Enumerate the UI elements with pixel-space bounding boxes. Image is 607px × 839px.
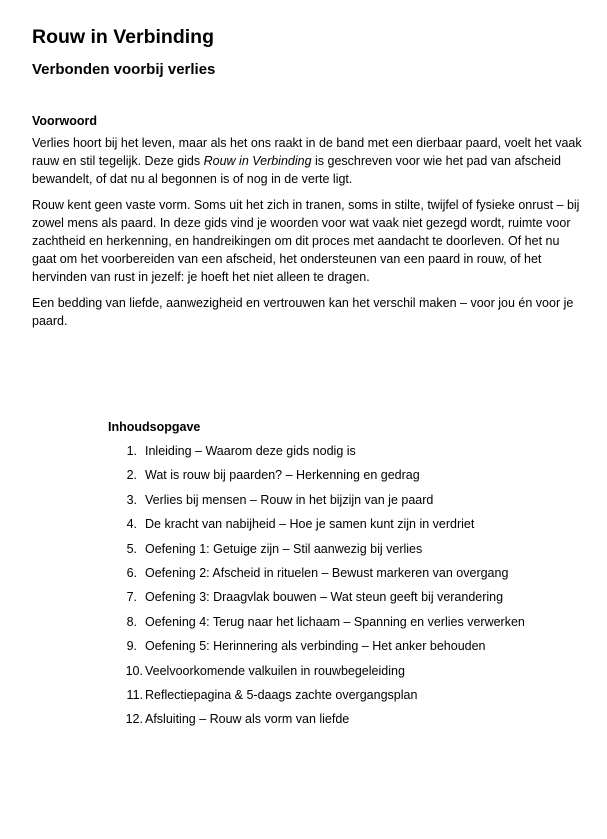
toc-item-label: Verlies bij mensen – Rouw in het bijzijn van je paard xyxy=(145,492,434,507)
toc-item xyxy=(108,541,525,565)
toc-item-number: 1. xyxy=(126,444,137,458)
foreword-body xyxy=(32,134,587,338)
toc-heading: Inhoudsopgave xyxy=(108,420,201,434)
toc-item-label: Veelvoorkomende valkuilen in rouwbegeleiding xyxy=(145,663,405,678)
toc-item xyxy=(108,711,525,735)
toc-item-label: Oefening 2: Afscheid in rituelen – Bewust markeren van overgang xyxy=(145,565,509,580)
toc-item-label: Wat is rouw bij paarden? – Herkenning en gedrag xyxy=(145,468,420,483)
toc-item-label: Oefening 3: Draagvlak bouwen – Wat steun geeft bij verandering xyxy=(145,590,504,605)
text: is geschreven voor wie het pad van afscheid bewandelt, of dat nu al begonnen is of nog in de verte ligt. xyxy=(32,154,561,186)
toc-item xyxy=(108,614,525,638)
toc-item-number: 8. xyxy=(126,614,137,629)
toc-item-number: 9. xyxy=(126,639,137,654)
toc-item-number: 4. xyxy=(126,517,137,532)
foreword-paragraph-3: Een bedding van liefde, aanwezigheid en vertrouwen kan het verschil maken – voor jou én voor je paard. xyxy=(32,296,574,328)
toc-item-label: Inleiding – Waarom deze gids nodig is xyxy=(145,444,356,458)
foreword-heading: Voorwoord xyxy=(32,114,98,128)
foreword-paragraph-2: Rouw kent geen vaste vorm. Soms uit het zich in tranen, soms in stilte, twijfel of fysieke onrust – bij zowel mens als paard. In deze gids vind je woorden voor wat vaak niet gezegd wordt, ruimte voor zachtheid en herkenning, en handreikingen om dit proces met aandacht te doorleven. Of het nu gaat om het voorbereiden van een afscheid, het ondersteunen van een paard in rouw, of het hervinden van rust in jezelf: je hoeft het niet alleen te dragen. xyxy=(32,198,580,284)
guide-title-italic: Rouw in Verbinding xyxy=(203,154,312,168)
foreword-paragraph-1 xyxy=(32,134,587,188)
toc-item-number: 5. xyxy=(126,541,137,556)
document-title: Rouw in Verbinding xyxy=(32,26,214,48)
toc-item xyxy=(108,589,525,613)
toc-item-number: 3. xyxy=(126,492,137,507)
toc-item-label: Oefening 4: Terug naar het lichaam – Spanning en verlies verwerken xyxy=(145,614,525,629)
toc-item-label: Oefening 1: Getuige zijn – Stil aanwezig bij verlies xyxy=(145,541,423,556)
toc-item xyxy=(108,687,525,711)
document-subtitle: Verbonden voorbij verlies xyxy=(32,61,216,78)
toc-item xyxy=(108,663,525,687)
toc-item xyxy=(108,492,525,516)
toc-item-number: 6. xyxy=(126,565,137,580)
toc-item-label: De kracht van nabijheid – Hoe je samen kunt zijn in verdriet xyxy=(145,517,475,532)
toc-item-number: 2. xyxy=(126,468,137,483)
toc-item-label: Reflectiepagina & 5-daags zachte overgangsplan xyxy=(145,687,418,702)
toc-item xyxy=(108,516,525,540)
toc-item xyxy=(108,443,525,467)
toc-item-number: 7. xyxy=(126,590,137,605)
toc-item xyxy=(108,467,525,491)
text: Verlies hoort bij het leven, maar als het ons raakt in de band met een dierbaar paard, voelt het vaak rauw en stil tegelijk. Deze gids xyxy=(32,136,582,168)
toc-item-number: 11. xyxy=(126,687,143,702)
table-of-contents xyxy=(108,443,525,736)
toc-item-number: 10. xyxy=(125,663,143,678)
toc-item xyxy=(108,638,525,662)
toc-item-number: 12. xyxy=(125,712,143,727)
toc-item xyxy=(108,565,525,589)
toc-item-label: Afsluiting – Rouw als vorm van liefde xyxy=(145,712,350,727)
toc-item-label: Oefening 5: Herinnering als verbinding – Het anker behouden xyxy=(145,639,486,654)
